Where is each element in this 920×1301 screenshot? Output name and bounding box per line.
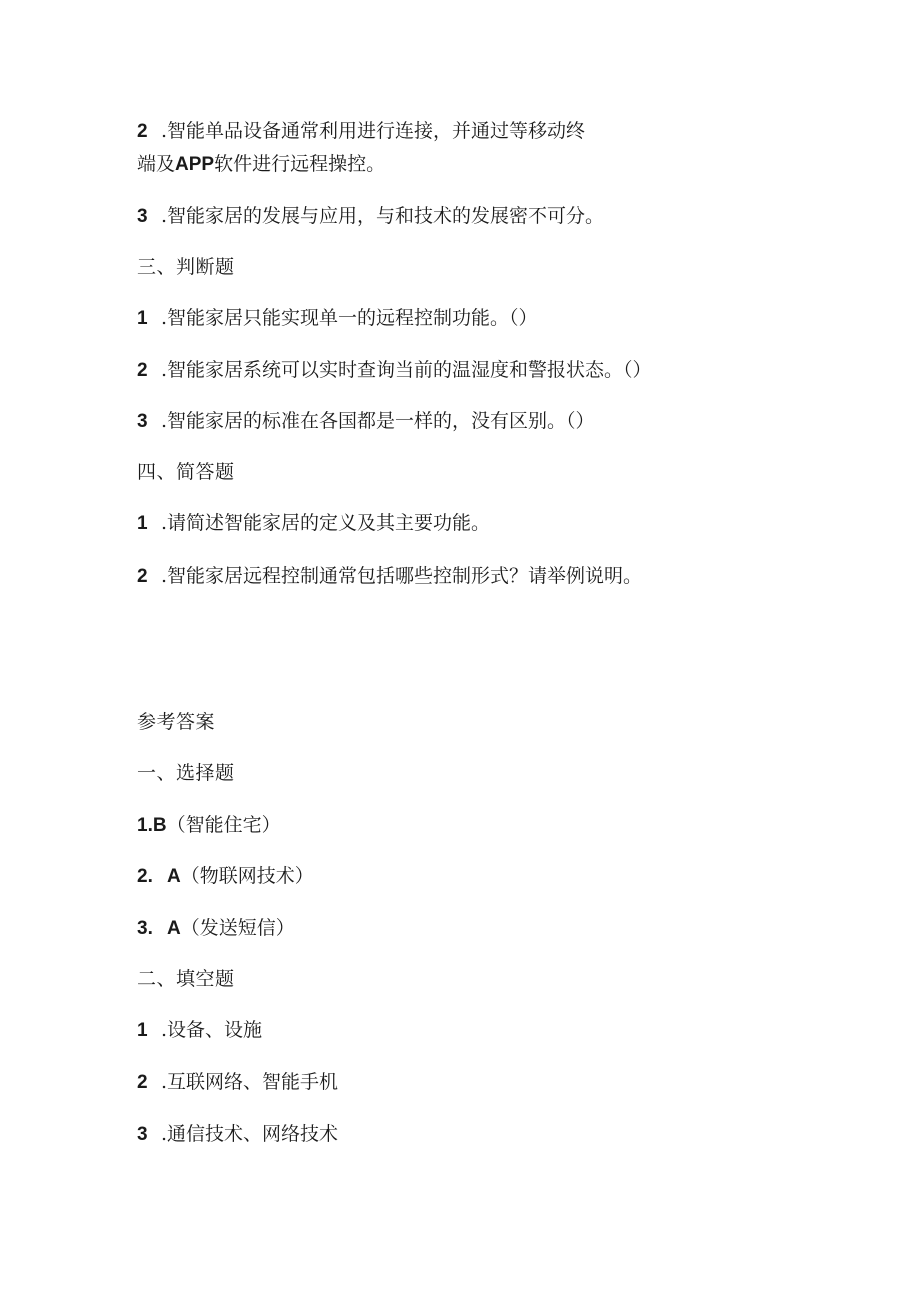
blank-question-3	[137, 203, 604, 230]
answer-number: 1	[137, 1020, 148, 1041]
question-text-prefix: 端及	[137, 153, 176, 175]
question-number: 2	[137, 566, 148, 587]
answers-choice-heading: 一、选择题	[137, 762, 235, 784]
question-text: .智能家居的标准在各国都是一样的，没有区别。（）	[161, 410, 595, 432]
answer-text: .通信技术、网络技术	[161, 1123, 339, 1145]
answer-number: 2	[137, 1072, 148, 1093]
answers-title: 参考答案	[137, 711, 216, 733]
answer-number: 3.	[137, 918, 153, 939]
short-answer-heading: 四、简答题	[137, 461, 235, 483]
question-text: .智能家居的发展与应用，与和技术的发展密不可分。	[161, 205, 605, 227]
question-number: 1	[137, 308, 148, 329]
question-number: 2	[137, 360, 148, 381]
question-text-suffix: 软件进行远程操控。	[214, 153, 386, 175]
question-text: .智能单品设备通常利用进行连接，并通过等移动终	[161, 120, 586, 142]
answer-blank-2	[137, 1069, 338, 1096]
question-text: .智能家居远程控制通常包括哪些控制形式？请举例说明。	[161, 565, 643, 587]
answer-choice-3	[137, 915, 295, 942]
answer-text: .设备、设施	[161, 1019, 263, 1041]
short-answer-question-1	[137, 510, 490, 537]
question-text: .智能家居系统可以实时查询当前的温湿度和警报状态。（）	[161, 359, 652, 381]
answer-text: （物联网技术）	[180, 865, 314, 887]
question-number: 3	[137, 411, 148, 432]
answer-choice-1	[137, 812, 281, 839]
blank-question-2-line1	[137, 118, 585, 145]
answer-number: 3	[137, 1124, 148, 1145]
answer-number: 2.	[137, 866, 153, 887]
judge-question-2	[137, 357, 652, 384]
app-term: APP	[175, 154, 215, 175]
answer-text: .互联网络、智能手机	[161, 1071, 339, 1093]
judge-question-1	[137, 305, 538, 332]
answers-blank-heading: 二、填空题	[137, 968, 235, 990]
answer-choice-2	[137, 863, 314, 890]
question-number: 1	[137, 513, 148, 534]
answer-text: （智能住宅）	[166, 814, 281, 836]
answer-blank-1	[137, 1017, 262, 1044]
blank-question-2-line2	[137, 151, 385, 178]
question-text: .智能家居只能实现单一的远程控制功能。（）	[161, 307, 538, 329]
answer-number: 1.B	[137, 815, 167, 836]
question-text: .请简述智能家居的定义及其主要功能。	[161, 512, 491, 534]
judge-heading: 三、判断题	[137, 256, 235, 278]
answer-letter: A	[167, 866, 181, 887]
answer-blank-3	[137, 1121, 338, 1148]
answer-text: （发送短信）	[180, 917, 295, 939]
question-number: 3	[137, 206, 148, 227]
question-number: 2	[137, 121, 148, 142]
short-answer-question-2	[137, 563, 642, 590]
judge-question-3	[137, 408, 595, 435]
answer-letter: A	[167, 918, 181, 939]
